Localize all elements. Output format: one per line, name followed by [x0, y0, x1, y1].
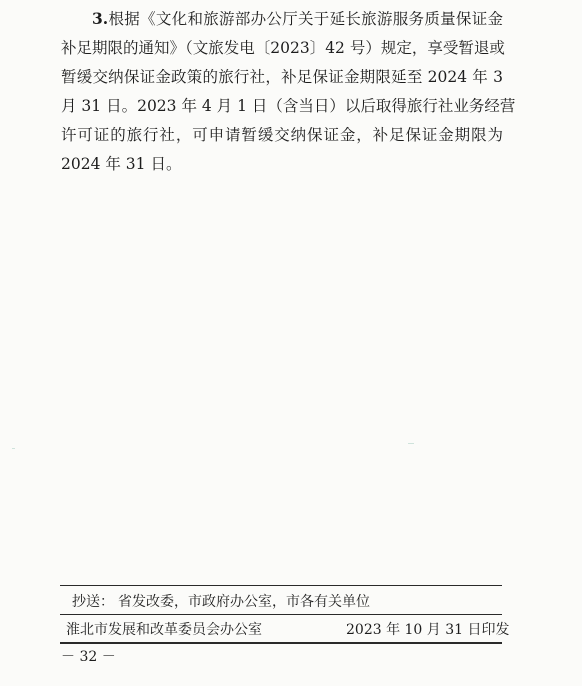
issue-date: 2023 年 10 月 31 日印发 [346, 622, 510, 638]
scan-speck [408, 443, 414, 444]
paragraph-line-5: 许可证的旅行社，可申请暂缓交纳保证金，补足保证金期限为 [61, 126, 503, 144]
paragraph-line-1: 3.根据《文化和旅游部办公厅关于延长旅游服务质量保证金 [92, 9, 503, 28]
page-number: － 32 － [61, 649, 116, 665]
paragraph-line-2: 补足期限的通知》（文旅发电〔2023〕42 号）规定，享受暂退或 [61, 39, 505, 57]
cc-label: 抄送： [72, 594, 114, 610]
paragraph-line-4: 月 31 日。2023 年 4 月 1 日（含当日）以后取得旅行社业务经营 [61, 97, 516, 115]
cc-recipients: 省发改委，市政府办公室，市各有关单位 [118, 594, 370, 610]
issuing-office: 淮北市发展和改革委员会办公室 [66, 622, 262, 638]
item-number: 3. [92, 9, 109, 28]
footer-bottom-rule [60, 642, 502, 644]
paragraph-line-3: 暂缓交纳保证金政策的旅行社，补足保证金期限延至 2024 年 3 [61, 68, 503, 86]
paragraph-line-6: 2024 年 31 日。 [61, 155, 182, 173]
footer-middle-rule [60, 614, 502, 615]
scan-speck [12, 448, 15, 449]
footer-top-rule [60, 585, 502, 586]
